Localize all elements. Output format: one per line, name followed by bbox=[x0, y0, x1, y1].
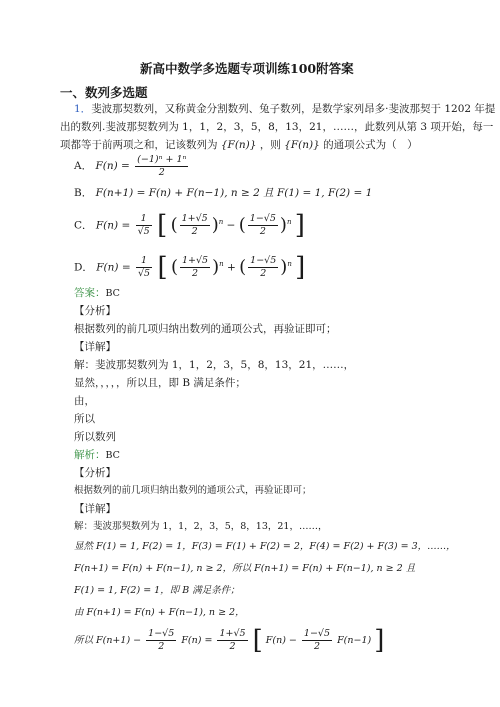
explanation-detail-2: 显然 F(1) = 1, F(2) = 1，F(3) = F(1) + F(2) = 2，F(4) = F(2) + F(3) = 3，……， bbox=[74, 541, 456, 552]
question-line-2: 出的数列.斐波那契数列为 1，1，2，3，5，8，13，21，……，此数列从第 3 项开始，每一 bbox=[60, 121, 494, 133]
explanation-detail-3: F(n+1) = F(n) + F(n−1), n ≥ 2，所以 F(n+1) = F(n) + F(n−1), n ≥ 2 且 bbox=[74, 563, 416, 574]
option-c: C． F(n) = $\frac{1}{√5}$ [ ( $\frac{1+√5}{2}$ )$^n$ − ( $\frac{1-√5}{2}$ )$^n$ ] bbox=[74, 210, 305, 241]
answer-analysis-head: 【分析】 bbox=[74, 305, 116, 317]
question-line-1: 1．斐波那契数列，又称黄金分割数列、兔子数列，是数学家列昂多·斐波那契于 1202 年提 bbox=[74, 103, 496, 115]
answer-detail-3: 由， bbox=[74, 395, 95, 407]
answer-label: 答案： bbox=[74, 287, 106, 299]
explanation-analysis: 根据数列的前几项归纳出数列的通项公式，再验证即可； bbox=[74, 485, 312, 496]
explanation-detail-4: F(1) = 1, F(2) = 1，即 B 满足条件； bbox=[74, 585, 240, 596]
answer-detail-head: 【详解】 bbox=[74, 341, 116, 353]
answer-detail-2: 显然，，，，，所以且，即 B 满足条件； bbox=[74, 377, 246, 389]
answer-detail-1: 解：斐波那契数列为 1，1，2，3，5，8，13，21，……， bbox=[74, 359, 355, 371]
explanation-detail-1: 解：斐波那契数列为 1，1，2，3，5，8，13，21，……， bbox=[74, 521, 328, 532]
explanation-analysis-head: 【分析】 bbox=[74, 467, 116, 479]
option-a-fraction: $\frac{\text{(−1)ⁿ + 1ⁿ}}{2}$ bbox=[137, 153, 187, 178]
explanation-detail-head: 【详解】 bbox=[74, 503, 116, 515]
explanation-detail-5: 由 F(n+1) = F(n) + F(n−1), n ≥ 2， bbox=[74, 607, 245, 618]
document-title: 新高中数学多选题专项训练100附答案 bbox=[140, 61, 354, 76]
answer-line bbox=[74, 286, 120, 301]
section-heading: 一、数列多选题 bbox=[60, 85, 148, 100]
answer-value: BC bbox=[105, 288, 120, 299]
explanation-detail-6: 所以 F(n+1) − $\frac{1-√5}{2}$ F(n) = $\frac{1+√5}{2}$ [ F(n) − $\frac{1-√5}{2}$ F(n−1) ] bbox=[74, 625, 385, 656]
option-d: D． F(n) = $\frac{1}{√5}$ [ ( $\frac{1+√5}{2}$ )$^n$ + ( $\frac{1-√5}{2}$ )$^n$ ] bbox=[74, 252, 306, 283]
answer-detail-5: 所以数列 bbox=[74, 431, 116, 443]
question-line-3: 项都等于前两项之和，记该数列为 {F(n)} ，则 {F(n)} 的通项公式为（ ） bbox=[60, 139, 418, 151]
answer-detail-4: 所以 bbox=[74, 413, 95, 425]
question-number: 1． bbox=[74, 103, 92, 115]
option-a: A． F(n) = $\frac{\text{(−1)ⁿ + 1ⁿ}}{2}$ bbox=[74, 153, 187, 178]
explanation-line bbox=[74, 448, 120, 463]
explanation-value: BC bbox=[105, 450, 120, 461]
answer-analysis: 根据数列的前几项归纳出数列的通项公式，再验证即可； bbox=[74, 323, 337, 335]
option-b: B． F(n+1) = F(n) + F(n−1), n ≥ 2 且 F(1) = 1, F(2) = 1 bbox=[74, 187, 373, 199]
explanation-label: 解析： bbox=[74, 449, 106, 461]
